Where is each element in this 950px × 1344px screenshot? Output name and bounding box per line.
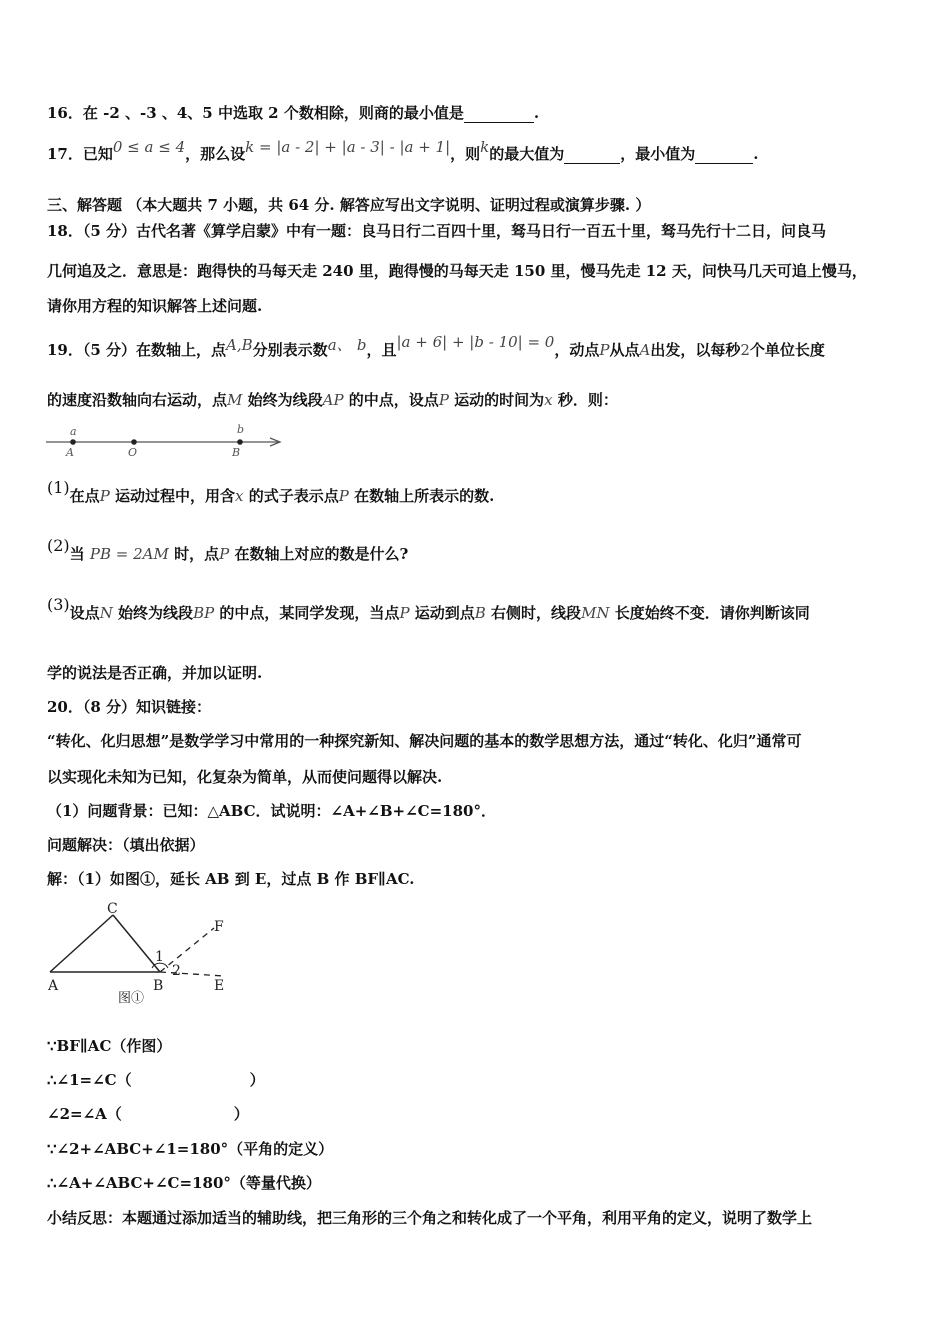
q19-sub3-line2: 学的说法是否正确，并加以证明. (47, 664, 263, 682)
label-E: E (214, 978, 225, 994)
s3-end: ） (233, 1105, 249, 1123)
s1c: 的式子表示点 (248, 487, 339, 505)
q20-s6: 小结反思：本题通过添加适当的辅助线，把三角形的三个角之和转化成了一个平角，利用平角的定义，说明了数学上 (47, 1209, 813, 1227)
q19-p2: 分别表示数 (252, 341, 328, 359)
q19-A: A (639, 341, 651, 359)
point-B (237, 439, 243, 445)
s3d: 运动到点 (414, 604, 475, 622)
q20-s1: ∵BF∥AC（作图） (47, 1037, 172, 1055)
q20-s3 (47, 1104, 249, 1124)
s2c: 在数轴上对应的数是什么? (234, 545, 409, 563)
q17-prefix: 17．已知 (47, 145, 113, 163)
q19-ab: A,B (226, 336, 253, 354)
s1-x: x (235, 487, 244, 505)
q19-line2 (47, 390, 618, 410)
s2-P: P (219, 545, 230, 563)
s2-text: ∴∠1=∠C（ (47, 1071, 132, 1089)
s3f: 长度始终不变．请你判断该同 (614, 604, 810, 622)
s1-P: P (99, 487, 110, 505)
q19-two: 2 (740, 341, 750, 359)
label-C: C (107, 901, 118, 917)
s1-P2: P (338, 487, 349, 505)
q16-text: 16．在 -2 、-3 、4、5 中选取 2 个数相除，则商的最小值是 (47, 104, 464, 122)
q19-l2b: 始终为线段 (247, 391, 323, 409)
q19-sub3 (47, 595, 810, 623)
q19-sub2 (47, 536, 409, 564)
q19-x: x (544, 391, 553, 409)
q19-line1 (47, 333, 825, 360)
q18-line2: 几何追及之．意思是：跑得快的马每天走 240 里，跑得慢的马每天走 150 里，慢马先走 12 天，问快马几天可追上慢马， (47, 262, 867, 280)
q16-end: . (533, 104, 540, 122)
s3a: 设点 (69, 604, 100, 622)
q17-k: k (480, 138, 490, 156)
triangle-figure (44, 898, 244, 1038)
q20-p2: 以实现化未知为已知，化复杂为简单，从而使问题得以解决. (47, 768, 443, 786)
s2-equation: PB = 2AM (89, 545, 169, 563)
s2a: 当 (69, 545, 85, 563)
q19-sub1 (47, 478, 495, 506)
answer-blank (464, 107, 534, 123)
side-AC (50, 915, 113, 972)
sub3-number: (3) (47, 595, 70, 614)
q19-p4: ，动点 (554, 341, 600, 359)
section-heading: 三、解答题 （本大题共 7 小题，共 64 分. 解答应写出文字说明、证明过程或演算步骤. ） (47, 196, 651, 214)
number-line-figure (44, 423, 284, 463)
q20-s4: ∵∠2+∠ABC+∠1=180°（平角的定义） (47, 1140, 334, 1158)
q19-p7: 个单位长度 (749, 341, 825, 359)
extension-BE (160, 972, 224, 976)
q19-equation: |a + 6| + |b - 10| = 0 (396, 333, 555, 351)
s3-N: N (99, 604, 113, 622)
label-B: B (232, 446, 241, 459)
q19-a: a、 (327, 336, 352, 354)
q17-min-label: ，最小值为 (620, 145, 696, 163)
q17-expression: k = |a - 2| + |a - 3| - |a + 1| (245, 138, 451, 156)
q20-title: 20．（8 分）知识链接： (47, 698, 212, 716)
sub2-number: (2) (47, 536, 70, 555)
q20-p5: 解：（1）如图①，延长 AB 到 E，过点 B 作 BF∥AC. (47, 870, 415, 888)
q17-condition: 0 ≤ a ≤ 4 (112, 138, 186, 156)
q19-M: M (227, 391, 243, 409)
q20-p4: 问题解决：（填出依据） (47, 836, 205, 854)
q20-s5: ∴∠A+∠ABC+∠C=180°（等量代换） (47, 1174, 321, 1192)
max-blank (564, 148, 620, 164)
q19-AP: AP (322, 391, 344, 409)
side-CB (113, 915, 160, 972)
s3-BP: BP (193, 604, 215, 622)
q19-l2d: 运动的时间为 (454, 391, 545, 409)
q19-p6: 出发，以每秒 (650, 341, 741, 359)
s2-end: ） (249, 1071, 265, 1089)
label-a: a (70, 425, 77, 438)
s3-P: P (399, 604, 410, 622)
s1b: 运动过程中，用含 (115, 487, 236, 505)
question-17 (47, 138, 759, 164)
question-16 (47, 103, 539, 123)
point-A (70, 439, 76, 445)
point-O (131, 439, 137, 445)
sub1-number: (1) (47, 478, 70, 497)
label-A: A (66, 446, 74, 459)
s3-B: B (474, 604, 486, 622)
q19-P2: P (438, 391, 449, 409)
label-F: F (214, 919, 224, 935)
s3b: 始终为线段 (118, 604, 194, 622)
s2b: 时，点 (174, 545, 220, 563)
q18-line3: 请你用方程的知识解答上述问题. (47, 297, 263, 315)
q17-mid: ，那么设 (185, 145, 246, 163)
label-O: O (128, 446, 138, 459)
s3-MN: MN (581, 604, 610, 622)
q20-p3: （1）问题背景：已知：△ABC．试说明：∠A+∠B+∠C=180°． (47, 802, 496, 820)
q19-l2a: 的速度沿数轴向右运动，点 (47, 391, 228, 409)
label-B: B (153, 978, 164, 994)
q19-l2e: 秒．则： (557, 391, 618, 409)
q20-s2 (47, 1070, 265, 1090)
q20-p1: “转化、化归思想”是数学学习中常用的一种探究新知、解决问题的基本的数学思想方法，通过“转化、化归”通常可 (47, 732, 802, 750)
label-2: 2 (172, 963, 181, 979)
s3e: 右侧时，线段 (491, 604, 582, 622)
s3c: 的中点，某同学发现，当点 (219, 604, 400, 622)
q19-p3: ，且 (366, 341, 397, 359)
s3-text: ∠2=∠A（ (47, 1105, 122, 1123)
label-1: 1 (155, 949, 164, 965)
q17-max-label: 的最大值为 (489, 145, 565, 163)
q19-P: P (599, 341, 610, 359)
q18-line1: 18．（5 分）古代名著《算学启蒙》中有一题：良马日行二百四十里，驽马日行一百五十里，驽马先行十二日，问良马 (47, 222, 827, 240)
q17-end: . (753, 145, 759, 163)
label-b: b (237, 423, 245, 436)
label-A: A (48, 978, 59, 994)
q19-p5: 从点 (609, 341, 640, 359)
q19-p1: 19．（5 分）在数轴上，点 (47, 341, 227, 359)
q17-then: ，则 (450, 145, 481, 163)
q19-l2c: 的中点，设点 (348, 391, 439, 409)
ray-BF (160, 928, 214, 972)
min-blank (695, 148, 753, 164)
q19-b: b (356, 336, 367, 354)
s1a: 在点 (69, 487, 100, 505)
figure-caption: 图① (118, 991, 145, 1006)
s1d: 在数轴上所表示的数. (354, 487, 495, 505)
